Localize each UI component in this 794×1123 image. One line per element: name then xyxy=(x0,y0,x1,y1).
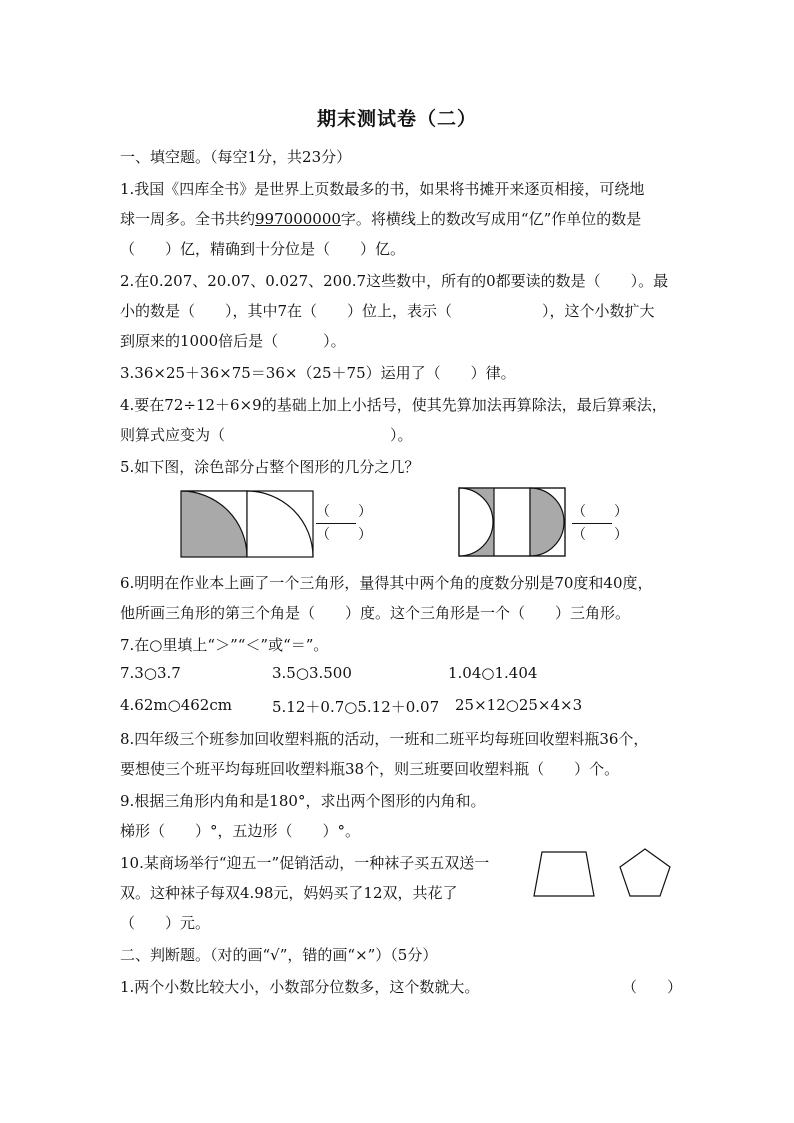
q2-line2: 小的数是（ ），其中7在（ ）位上，表示（ ），这个小数扩大 xyxy=(120,302,655,320)
q10-line3: （ ）元。 xyxy=(120,914,211,932)
q1-line3: （ ）亿，精确到十分位是（ ）亿。 xyxy=(120,240,406,258)
fraction-2-denominator: （ ） xyxy=(572,527,628,543)
fraction-answer-1 xyxy=(316,503,372,544)
q10-line1: 10.某商场举行“迎五一”促销活动，一种袜子买五双送一 xyxy=(120,854,490,872)
q8-line2: 要想使三个班平均每班回收塑料瓶38个，则三班要回收塑料瓶（ ）个。 xyxy=(120,760,620,778)
q1-underlined-number: 997000000 xyxy=(255,210,341,228)
q2-line3: 到原来的1000倍后是（ ）。 xyxy=(120,332,346,350)
judge-q1-blank: （ ） xyxy=(622,978,683,996)
q9-line2: 梯形（ ）°，五边形（ ）°。 xyxy=(120,822,361,840)
section1-header: 一、填空题。（每空1分，共23分） xyxy=(120,148,352,166)
q7-item-6: 25×12○25×4×3 xyxy=(455,696,583,714)
judge-q1: 1.两个小数比较大小，小数部分位数多，这个数就大。 xyxy=(120,978,480,996)
fraction-1-bar xyxy=(316,523,356,524)
q10-line2: 双。这种袜子每双4.98元，妈妈买了12双，共花了 xyxy=(120,884,458,902)
q1-line2 xyxy=(120,208,641,229)
q7-item-3: 1.04○1.404 xyxy=(448,664,538,682)
section2-header: 二、判断题。（对的画“√”，错的画“×”）（5分） xyxy=(120,946,438,964)
q7-item-1: 7.3○3.7 xyxy=(120,664,181,682)
trapezoid-shape xyxy=(534,852,594,896)
q1-line1: 1.我国《四库全书》是世界上页数最多的书，如果将书摊开来逐页相接，可绕地 xyxy=(120,180,645,198)
fraction-2-bar xyxy=(572,523,612,524)
fraction-1-numerator: （ ） xyxy=(316,504,372,520)
q6-line1: 6.明明在作业本上画了一个三角形，量得其中两个角的度数分别是70度和40度， xyxy=(120,574,653,592)
quarter-circle-figure xyxy=(180,490,316,560)
q1-line2-b: 字。将横线上的数改写成用“亿”作单位的数是 xyxy=(340,210,642,228)
fraction-answer-2 xyxy=(572,503,628,544)
semicircle-figure xyxy=(458,487,568,559)
q7-line1: 7.在○里填上“＞”“＜”或“＝”。 xyxy=(120,636,329,654)
q4-line1: 4.要在72÷12＋6×9的基础上加上小括号，使其先算加法再算除法，最后算乘法， xyxy=(120,396,667,414)
q3-line: 3.36×25＋36×75＝36×（25＋75）运用了（ ）律。 xyxy=(120,364,516,382)
q8-line1: 8.四年级三个班参加回收塑料瓶的活动，一班和二班平均每班回收塑料瓶36个， xyxy=(120,730,649,748)
q4-line2: 则算式应变为（ ）。 xyxy=(120,426,413,444)
q1-line2-a: 球一周多。全书共约 xyxy=(120,210,256,228)
q7-item-2: 3.5○3.500 xyxy=(272,664,352,682)
q6-line2: 他所画三角形的第三个角是（ ）度。这个三角形是一个（ ）三角形。 xyxy=(120,604,631,622)
fraction-1-denominator: （ ） xyxy=(316,527,372,543)
q7-item-5: 5.12＋0.7○5.12＋0.07 xyxy=(272,698,440,716)
q7-item-4: 4.62m○462cm xyxy=(120,696,232,714)
q2-line1: 2.在0.207、20.07、0.027、200.7这些数中，所有的0都要读的数是（ ）。最 xyxy=(120,272,669,290)
pentagon-shape xyxy=(620,849,670,896)
q5-line1: 5.如下图，涂色部分占整个图形的几分之几？ xyxy=(120,458,420,476)
q9-line1: 9.根据三角形内角和是180°，求出两个图形的内角和。 xyxy=(120,792,486,810)
trapezoid-pentagon-figure xyxy=(532,846,678,902)
page-title: 期末测试卷（二） xyxy=(316,108,477,130)
fraction-2-numerator: （ ） xyxy=(572,504,628,520)
